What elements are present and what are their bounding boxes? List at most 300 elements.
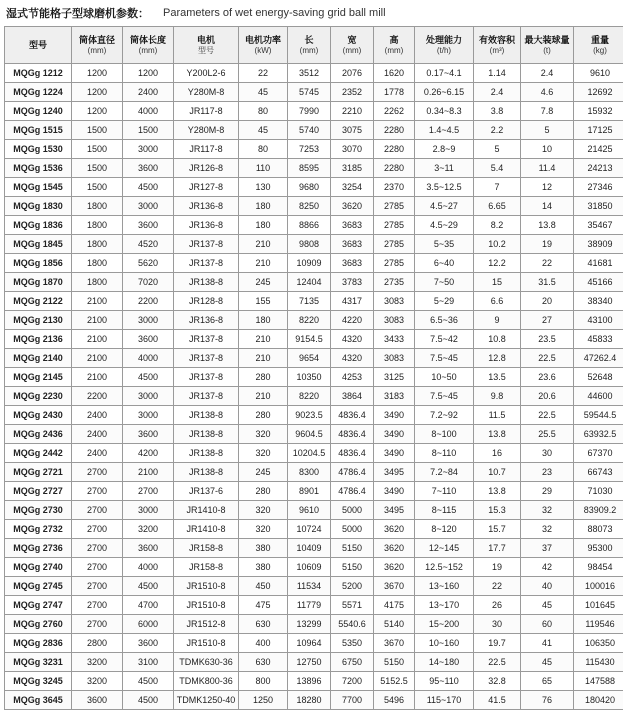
table-cell: 4.6 bbox=[521, 83, 574, 102]
table-cell: 13299 bbox=[288, 615, 331, 634]
table-cell: 2735 bbox=[374, 273, 415, 292]
table-cell: 2700 bbox=[72, 482, 123, 501]
table-cell: 180420 bbox=[574, 691, 623, 710]
table-cell: 8595 bbox=[288, 159, 331, 178]
table-cell: 1250 bbox=[239, 691, 288, 710]
table-cell: 22 bbox=[239, 64, 288, 83]
table-cell: 0.34~8.3 bbox=[415, 102, 474, 121]
table-cell: 3600 bbox=[123, 425, 174, 444]
table-cell: 23.6 bbox=[521, 368, 574, 387]
column-header-unit: (kg) bbox=[574, 46, 623, 56]
table-cell: JR1510-8 bbox=[174, 634, 239, 653]
table-cell: 13.8 bbox=[521, 216, 574, 235]
table-row bbox=[5, 330, 623, 349]
table-cell: 2700 bbox=[72, 596, 123, 615]
table-cell: 8901 bbox=[288, 482, 331, 501]
table-cell: 4500 bbox=[123, 178, 174, 197]
table-cell: 7~50 bbox=[415, 273, 474, 292]
table-cell: 3600 bbox=[123, 159, 174, 178]
table-cell: 66743 bbox=[574, 463, 623, 482]
table-cell: 8~100 bbox=[415, 425, 474, 444]
table-cell: 2370 bbox=[374, 178, 415, 197]
table-cell: 4500 bbox=[123, 691, 174, 710]
table-cell: 4786.4 bbox=[331, 482, 374, 501]
table-cell: JR117-8 bbox=[174, 102, 239, 121]
table-cell: 3620 bbox=[374, 520, 415, 539]
table-row bbox=[5, 83, 623, 102]
table-cell: 2280 bbox=[374, 140, 415, 159]
table-cell: 2280 bbox=[374, 121, 415, 140]
cell-model: MQGg 2740 bbox=[5, 558, 72, 577]
table-cell: 67370 bbox=[574, 444, 623, 463]
table-cell: 4500 bbox=[123, 368, 174, 387]
table-cell: 44600 bbox=[574, 387, 623, 406]
table-cell: 1200 bbox=[72, 102, 123, 121]
table-cell: JR1510-8 bbox=[174, 596, 239, 615]
cell-model: MQGg 2145 bbox=[5, 368, 72, 387]
table-cell: 8~110 bbox=[415, 444, 474, 463]
table-cell: 31.5 bbox=[521, 273, 574, 292]
table-cell: 1200 bbox=[72, 64, 123, 83]
table-cell: JR1410-8 bbox=[174, 501, 239, 520]
table-cell: 12~145 bbox=[415, 539, 474, 558]
table-cell: 25.5 bbox=[521, 425, 574, 444]
cell-model: MQGg 3245 bbox=[5, 672, 72, 691]
table-cell: 4000 bbox=[123, 558, 174, 577]
table-cell: JR137-8 bbox=[174, 368, 239, 387]
table-cell: 3600 bbox=[123, 330, 174, 349]
table-cell: 7135 bbox=[288, 292, 331, 311]
table-cell: 11.5 bbox=[474, 406, 521, 425]
table-cell: 6000 bbox=[123, 615, 174, 634]
column-header-11 bbox=[574, 27, 623, 64]
table-cell: 95~110 bbox=[415, 672, 474, 691]
cell-model: MQGg 1240 bbox=[5, 102, 72, 121]
cell-model: MQGg 2732 bbox=[5, 520, 72, 539]
column-header-5 bbox=[288, 27, 331, 64]
table-cell: 320 bbox=[239, 501, 288, 520]
table-cell: 1500 bbox=[72, 178, 123, 197]
table-cell: 1800 bbox=[72, 197, 123, 216]
column-header-label: 最大装球量 bbox=[521, 35, 573, 46]
table-cell: 24213 bbox=[574, 159, 623, 178]
cell-model: MQGg 2122 bbox=[5, 292, 72, 311]
table-cell: 4320 bbox=[331, 330, 374, 349]
table-cell: 1200 bbox=[123, 64, 174, 83]
table-cell: 3254 bbox=[331, 178, 374, 197]
table-cell: 9.8 bbox=[474, 387, 521, 406]
table-cell: 2700 bbox=[72, 501, 123, 520]
table-cell: 12.5~152 bbox=[415, 558, 474, 577]
table-cell: 9680 bbox=[288, 178, 331, 197]
table-row bbox=[5, 482, 623, 501]
cell-model: MQGg 2140 bbox=[5, 349, 72, 368]
table-cell: 80 bbox=[239, 102, 288, 121]
table-cell: 3670 bbox=[374, 577, 415, 596]
table-cell: 5200 bbox=[331, 577, 374, 596]
table-cell: 3783 bbox=[331, 273, 374, 292]
table-row bbox=[5, 596, 623, 615]
table-cell: 3683 bbox=[331, 216, 374, 235]
table-cell: 3185 bbox=[331, 159, 374, 178]
cell-model: MQGg 2721 bbox=[5, 463, 72, 482]
column-header-9 bbox=[474, 27, 521, 64]
table-cell: 320 bbox=[239, 425, 288, 444]
column-header-unit: (t) bbox=[521, 46, 573, 56]
table-row bbox=[5, 292, 623, 311]
table-cell: 2700 bbox=[123, 482, 174, 501]
table-cell: 3200 bbox=[72, 672, 123, 691]
table-cell: 15 bbox=[474, 273, 521, 292]
table-cell: 19.7 bbox=[474, 634, 521, 653]
column-header-label: 型号 bbox=[5, 40, 71, 51]
cell-model: MQGg 2436 bbox=[5, 425, 72, 444]
table-cell: 23.5 bbox=[521, 330, 574, 349]
table-cell: 3~11 bbox=[415, 159, 474, 178]
table-cell: 98454 bbox=[574, 558, 623, 577]
table-cell: 63932.5 bbox=[574, 425, 623, 444]
table-cell: 13.8 bbox=[474, 482, 521, 501]
table-cell: 2100 bbox=[72, 330, 123, 349]
table-cell: 5150 bbox=[331, 539, 374, 558]
cell-model: MQGg 2727 bbox=[5, 482, 72, 501]
table-cell: 42 bbox=[521, 558, 574, 577]
table-cell: 10609 bbox=[288, 558, 331, 577]
column-header-label: 宽 bbox=[331, 35, 373, 46]
table-cell: 5350 bbox=[331, 634, 374, 653]
table-cell: 2700 bbox=[72, 539, 123, 558]
table-cell: 23 bbox=[521, 463, 574, 482]
column-header-unit: (mm) bbox=[72, 46, 122, 56]
table-cell: 4500 bbox=[123, 672, 174, 691]
table-cell: 210 bbox=[239, 254, 288, 273]
table-cell: 3.5~12.5 bbox=[415, 178, 474, 197]
table-cell: 8250 bbox=[288, 197, 331, 216]
table-cell: JR138-8 bbox=[174, 425, 239, 444]
table-cell: 4836.4 bbox=[331, 444, 374, 463]
table-cell: Y200L2-6 bbox=[174, 64, 239, 83]
column-header-unit: (kW) bbox=[239, 46, 287, 56]
column-header-2 bbox=[123, 27, 174, 64]
table-cell: 245 bbox=[239, 463, 288, 482]
table-cell: 7990 bbox=[288, 102, 331, 121]
table-cell: 2785 bbox=[374, 216, 415, 235]
table-cell: JR137-8 bbox=[174, 235, 239, 254]
table-cell: 5000 bbox=[331, 501, 374, 520]
cell-model: MQGg 2745 bbox=[5, 577, 72, 596]
column-header-1 bbox=[72, 27, 123, 64]
table-cell: 3125 bbox=[374, 368, 415, 387]
cell-model: MQGg 1212 bbox=[5, 64, 72, 83]
table-row bbox=[5, 102, 623, 121]
table-cell: 7.5~45 bbox=[415, 349, 474, 368]
cell-model: MQGg 2230 bbox=[5, 387, 72, 406]
table-cell: 4.5~29 bbox=[415, 216, 474, 235]
table-cell: 4220 bbox=[331, 311, 374, 330]
table-cell: 380 bbox=[239, 558, 288, 577]
table-cell: 3000 bbox=[123, 501, 174, 520]
table-cell: 4320 bbox=[331, 349, 374, 368]
table-row bbox=[5, 216, 623, 235]
table-cell: 2785 bbox=[374, 254, 415, 273]
table-row bbox=[5, 197, 623, 216]
table-cell: 2700 bbox=[72, 558, 123, 577]
table-cell: 2785 bbox=[374, 235, 415, 254]
table-cell: 6.6 bbox=[474, 292, 521, 311]
table-cell: 15~200 bbox=[415, 615, 474, 634]
table-cell: 19 bbox=[521, 235, 574, 254]
table-cell: TDMK800-36 bbox=[174, 672, 239, 691]
table-cell: 22 bbox=[474, 577, 521, 596]
table-cell: 320 bbox=[239, 520, 288, 539]
table-cell: 380 bbox=[239, 539, 288, 558]
table-cell: 8~120 bbox=[415, 520, 474, 539]
table-row bbox=[5, 368, 623, 387]
table-cell: 2100 bbox=[72, 292, 123, 311]
table-cell: 6750 bbox=[331, 653, 374, 672]
table-cell: 41.5 bbox=[474, 691, 521, 710]
table-cell: 3000 bbox=[123, 197, 174, 216]
table-cell: 7.8 bbox=[521, 102, 574, 121]
table-cell: 3070 bbox=[331, 140, 374, 159]
column-header-label: 重量 bbox=[574, 35, 623, 46]
table-cell: 3183 bbox=[374, 387, 415, 406]
table-cell: JR1512-8 bbox=[174, 615, 239, 634]
table-cell: 4000 bbox=[123, 349, 174, 368]
table-cell: 2.8~9 bbox=[415, 140, 474, 159]
table-cell: 41 bbox=[521, 634, 574, 653]
table-cell: 9654 bbox=[288, 349, 331, 368]
table-cell: 14 bbox=[521, 197, 574, 216]
table-cell: JR1410-8 bbox=[174, 520, 239, 539]
table-cell: 155 bbox=[239, 292, 288, 311]
table-cell: 3200 bbox=[123, 520, 174, 539]
cell-model: MQGg 1530 bbox=[5, 140, 72, 159]
table-cell: 5571 bbox=[331, 596, 374, 615]
table-cell: 119546 bbox=[574, 615, 623, 634]
table-cell: 5.4 bbox=[474, 159, 521, 178]
table-cell: 1.4~4.5 bbox=[415, 121, 474, 140]
column-header-unit: (t/h) bbox=[415, 46, 473, 56]
table-cell: 210 bbox=[239, 349, 288, 368]
table-cell: 3600 bbox=[123, 634, 174, 653]
table-cell: 180 bbox=[239, 216, 288, 235]
table-cell: 5150 bbox=[374, 653, 415, 672]
table-cell: 3083 bbox=[374, 349, 415, 368]
table-cell: 475 bbox=[239, 596, 288, 615]
table-cell: 3000 bbox=[123, 311, 174, 330]
table-row bbox=[5, 235, 623, 254]
table-cell: 10.2 bbox=[474, 235, 521, 254]
table-cell: 3000 bbox=[123, 140, 174, 159]
table-cell: JR127-8 bbox=[174, 178, 239, 197]
table-cell: 10964 bbox=[288, 634, 331, 653]
cell-model: MQGg 2136 bbox=[5, 330, 72, 349]
table-cell: 110 bbox=[239, 159, 288, 178]
table-cell: 10350 bbox=[288, 368, 331, 387]
table-cell: 9 bbox=[474, 311, 521, 330]
table-cell: 22.5 bbox=[474, 653, 521, 672]
table-cell: TDMK630-36 bbox=[174, 653, 239, 672]
table-cell: 1800 bbox=[72, 254, 123, 273]
table-cell: 3495 bbox=[374, 501, 415, 520]
specifications-table bbox=[4, 26, 623, 710]
table-cell: 2400 bbox=[72, 425, 123, 444]
table-cell: 5000 bbox=[331, 520, 374, 539]
table-cell: 17125 bbox=[574, 121, 623, 140]
table-cell: 7.5~42 bbox=[415, 330, 474, 349]
table-cell: 15.7 bbox=[474, 520, 521, 539]
cell-model: MQGg 1536 bbox=[5, 159, 72, 178]
cell-model: MQGg 2736 bbox=[5, 539, 72, 558]
table-cell: 2400 bbox=[72, 444, 123, 463]
table-cell: JR137-8 bbox=[174, 254, 239, 273]
cell-model: MQGg 2730 bbox=[5, 501, 72, 520]
table-cell: 1200 bbox=[72, 83, 123, 102]
table-cell: 11.4 bbox=[521, 159, 574, 178]
column-header-6 bbox=[331, 27, 374, 64]
table-cell: 10.8 bbox=[474, 330, 521, 349]
table-cell: 180 bbox=[239, 197, 288, 216]
table-cell: 3600 bbox=[123, 539, 174, 558]
table-cell: 5745 bbox=[288, 83, 331, 102]
table-cell: 10~160 bbox=[415, 634, 474, 653]
table-cell: 2400 bbox=[123, 83, 174, 102]
table-cell: 180 bbox=[239, 311, 288, 330]
column-header-3 bbox=[174, 27, 239, 64]
table-cell: 4836.4 bbox=[331, 406, 374, 425]
table-cell: 3100 bbox=[123, 653, 174, 672]
table-cell: 147588 bbox=[574, 672, 623, 691]
table-cell: 2785 bbox=[374, 197, 415, 216]
table-cell: 210 bbox=[239, 330, 288, 349]
table-cell: 12.2 bbox=[474, 254, 521, 273]
column-header-unit: (mm) bbox=[288, 46, 330, 56]
table-row bbox=[5, 463, 623, 482]
table-cell: 1800 bbox=[72, 235, 123, 254]
cell-model: MQGg 1545 bbox=[5, 178, 72, 197]
table-cell: 2800 bbox=[72, 634, 123, 653]
column-header-label: 筒体长度 bbox=[123, 35, 173, 46]
table-cell: 76 bbox=[521, 691, 574, 710]
table-cell: 10909 bbox=[288, 254, 331, 273]
column-header-label: 电机 bbox=[174, 35, 238, 46]
table-cell: 45 bbox=[521, 653, 574, 672]
table-cell: 4.5~27 bbox=[415, 197, 474, 216]
table-cell: 5540.6 bbox=[331, 615, 374, 634]
table-cell: 4253 bbox=[331, 368, 374, 387]
table-cell: 0.26~6.15 bbox=[415, 83, 474, 102]
table-cell: 38340 bbox=[574, 292, 623, 311]
table-cell: 9154.5 bbox=[288, 330, 331, 349]
table-cell: 3620 bbox=[374, 539, 415, 558]
table-cell: 5~35 bbox=[415, 235, 474, 254]
table-cell: 800 bbox=[239, 672, 288, 691]
table-cell: 83909.2 bbox=[574, 501, 623, 520]
table-cell: 4200 bbox=[123, 444, 174, 463]
table-cell: JR126-8 bbox=[174, 159, 239, 178]
table-cell: TDMK1250-40 bbox=[174, 691, 239, 710]
table-cell: 5496 bbox=[374, 691, 415, 710]
table-cell: 9610 bbox=[288, 501, 331, 520]
table-cell: JR128-8 bbox=[174, 292, 239, 311]
table-cell: 9610 bbox=[574, 64, 623, 83]
table-row bbox=[5, 159, 623, 178]
table-cell: 5740 bbox=[288, 121, 331, 140]
table-cell: 8220 bbox=[288, 311, 331, 330]
table-cell: 115430 bbox=[574, 653, 623, 672]
table-cell: JR138-8 bbox=[174, 444, 239, 463]
table-row bbox=[5, 121, 623, 140]
table-cell: 7 bbox=[474, 178, 521, 197]
table-cell: 13.5 bbox=[474, 368, 521, 387]
table-row bbox=[5, 349, 623, 368]
column-header-unit: (mm) bbox=[374, 46, 414, 56]
table-cell: 5~29 bbox=[415, 292, 474, 311]
table-cell: 30 bbox=[521, 444, 574, 463]
cell-model: MQGg 1224 bbox=[5, 83, 72, 102]
table-row bbox=[5, 653, 623, 672]
table-cell: JR137-8 bbox=[174, 387, 239, 406]
table-cell: 5152.5 bbox=[374, 672, 415, 691]
cell-model: MQGg 2442 bbox=[5, 444, 72, 463]
table-cell: 5140 bbox=[374, 615, 415, 634]
table-cell: 10 bbox=[521, 140, 574, 159]
table-cell: 1.14 bbox=[474, 64, 521, 83]
table-cell: 280 bbox=[239, 368, 288, 387]
column-header-label: 处理能力 bbox=[415, 35, 473, 46]
table-cell: 2076 bbox=[331, 64, 374, 83]
cell-model: MQGg 1870 bbox=[5, 273, 72, 292]
table-cell: 31850 bbox=[574, 197, 623, 216]
table-cell: 106350 bbox=[574, 634, 623, 653]
table-cell: 7200 bbox=[331, 672, 374, 691]
table-cell: 1800 bbox=[72, 273, 123, 292]
table-cell: 4000 bbox=[123, 102, 174, 121]
table-cell: 115~170 bbox=[415, 691, 474, 710]
table-cell: 8300 bbox=[288, 463, 331, 482]
table-cell: 13~170 bbox=[415, 596, 474, 615]
table-cell: 43100 bbox=[574, 311, 623, 330]
table-row bbox=[5, 425, 623, 444]
table-cell: 3620 bbox=[374, 558, 415, 577]
table-row bbox=[5, 444, 623, 463]
table-cell: 3670 bbox=[374, 634, 415, 653]
table-cell: 2262 bbox=[374, 102, 415, 121]
table-cell: 9023.5 bbox=[288, 406, 331, 425]
table-row bbox=[5, 520, 623, 539]
title-english: Parameters of wet energy-saving grid ball mill bbox=[163, 7, 386, 19]
table-cell: 0.17~4.1 bbox=[415, 64, 474, 83]
table-cell: 2100 bbox=[72, 368, 123, 387]
table-cell: 6~40 bbox=[415, 254, 474, 273]
table-cell: 13~160 bbox=[415, 577, 474, 596]
table-cell: JR1510-8 bbox=[174, 577, 239, 596]
cell-model: MQGg 2836 bbox=[5, 634, 72, 653]
table-cell: 88073 bbox=[574, 520, 623, 539]
table-cell: 5 bbox=[521, 121, 574, 140]
table-cell: 2700 bbox=[72, 520, 123, 539]
table-cell: 20 bbox=[521, 292, 574, 311]
table-cell: JR137-8 bbox=[174, 349, 239, 368]
table-cell: 7020 bbox=[123, 273, 174, 292]
table-cell: 450 bbox=[239, 577, 288, 596]
column-header-unit: 型号 bbox=[174, 46, 238, 56]
table-cell: 10.7 bbox=[474, 463, 521, 482]
table-cell: 4175 bbox=[374, 596, 415, 615]
table-cell: 3000 bbox=[123, 387, 174, 406]
table-row bbox=[5, 311, 623, 330]
